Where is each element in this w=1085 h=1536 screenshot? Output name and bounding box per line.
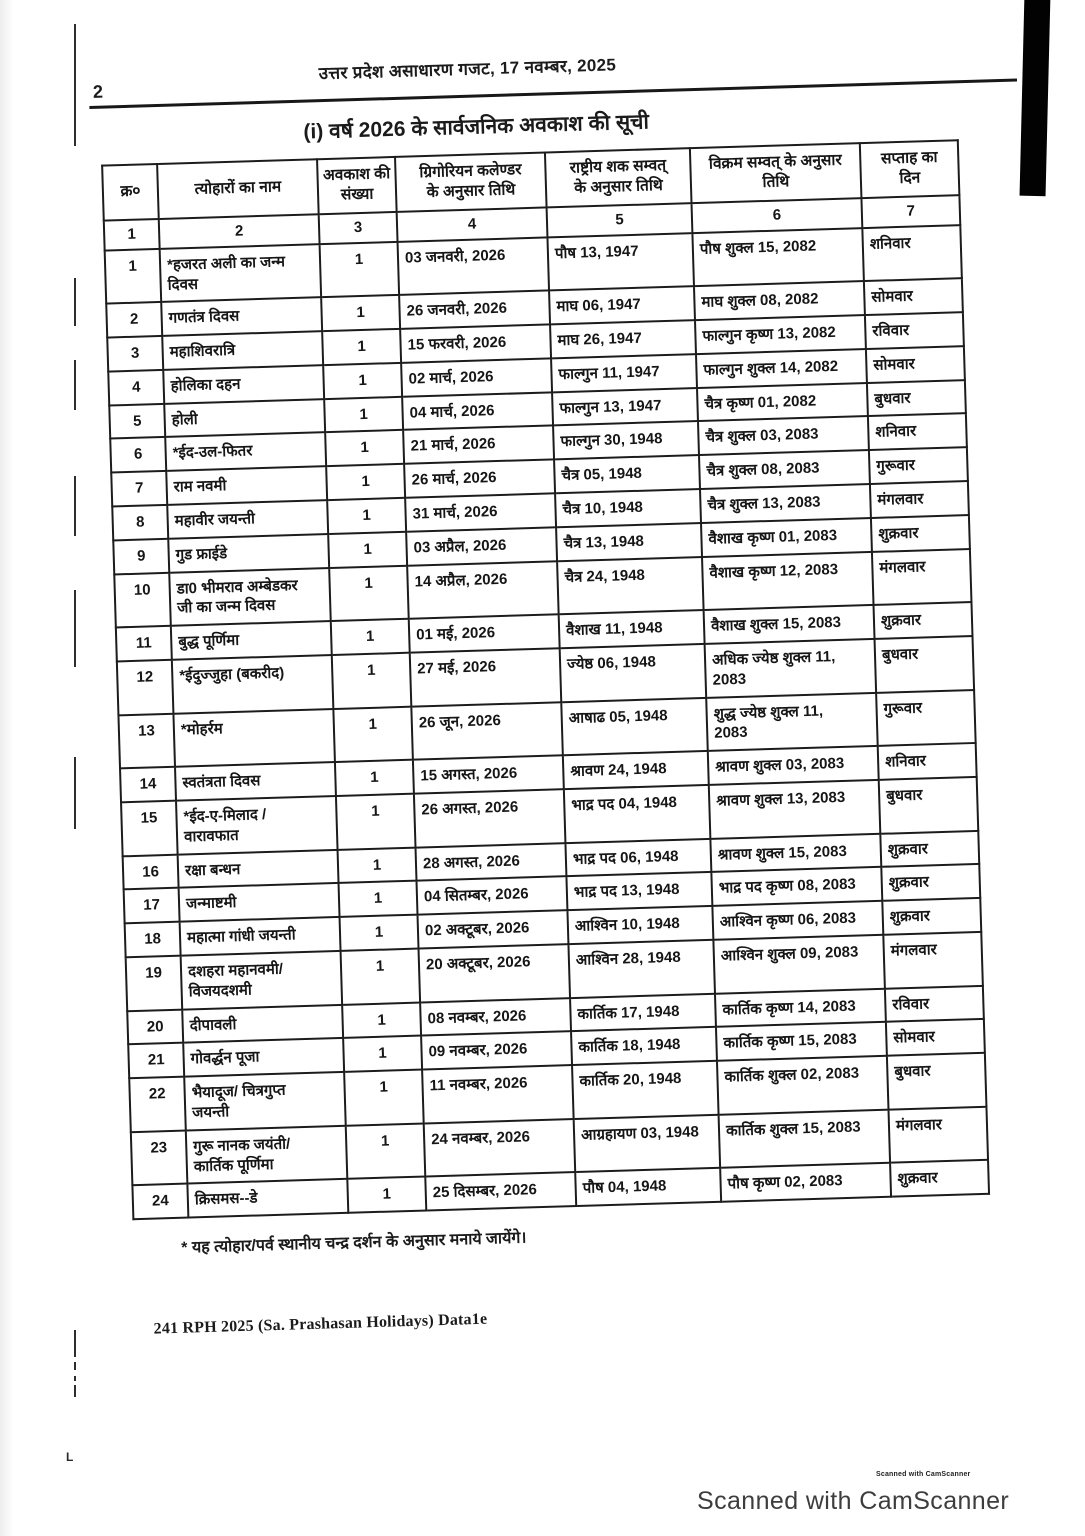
gregorian-date-cell: 02 अक्टूबर, 2026 bbox=[418, 910, 569, 948]
shaka-date-cell: पौष 04, 1948 bbox=[575, 1168, 721, 1206]
vikram-date-cell: वैशाख शुक्ल 15, 2083 bbox=[704, 605, 875, 644]
festival-name-cell: गोवर्द्धन पूजा bbox=[183, 1038, 344, 1077]
gregorian-date-cell: 26 अगस्त, 2026 bbox=[414, 789, 566, 847]
holiday-count-cell: 1 bbox=[342, 1002, 421, 1038]
weekday-cell: मंगलवार bbox=[870, 481, 969, 518]
gazette-title: उत्तर प्रदेश असाधारण गजट, 17 नवम्बर, 2025 bbox=[318, 55, 617, 84]
holiday-count-cell: 1 bbox=[346, 1123, 426, 1179]
holiday-table-body bbox=[105, 225, 989, 1219]
shaka-date-cell: भाद्र पद 06, 1948 bbox=[565, 839, 711, 877]
gregorian-date-cell: 27 मई, 2026 bbox=[410, 648, 562, 706]
festival-name-cell: राम नवमी bbox=[166, 466, 327, 505]
festival-name-cell: रक्षा बन्धन bbox=[178, 850, 339, 889]
gregorian-date-cell: 04 मार्च, 2026 bbox=[402, 392, 553, 430]
gregorian-date-cell: 15 अगस्त, 2026 bbox=[413, 755, 564, 793]
shaka-date-cell: पौष 13, 1947 bbox=[547, 233, 694, 291]
festival-name-cell: गुड फ्राईडे bbox=[168, 534, 329, 573]
holiday-count-cell: 1 bbox=[333, 706, 413, 762]
holiday-count-cell: 1 bbox=[343, 1036, 422, 1072]
vikram-date-cell: वैशाख कृष्ण 12, 2083 bbox=[702, 552, 874, 611]
camscanner-watermark-small: Scanned with CamScanner bbox=[876, 1471, 971, 1478]
vikram-date-cell: शुद्ध ज्येष्ठ शुक्ल 11, 2083 bbox=[706, 693, 878, 752]
shaka-date-cell: आग्रहायण 03, 1948 bbox=[574, 1115, 721, 1173]
holiday-count-cell: 1 bbox=[320, 242, 400, 298]
vikram-date-cell: वैशाख कृष्ण 01, 2083 bbox=[701, 518, 872, 557]
serial-cell: 6 bbox=[110, 437, 166, 472]
festival-name-cell: *ईदुज्जुहा (बकरीद) bbox=[172, 655, 334, 713]
vikram-date-cell: फाल्गुन शुक्ल 14, 2082 bbox=[696, 349, 867, 388]
weekday-cell: मंगलवार bbox=[872, 549, 972, 605]
holiday-count-cell: 1 bbox=[322, 329, 401, 365]
weekday-cell: शुक्रवार bbox=[881, 864, 980, 901]
serial-cell: 16 bbox=[123, 854, 179, 889]
serial-cell: 10 bbox=[114, 572, 171, 627]
gregorian-date-cell: 03 अप्रैल, 2026 bbox=[406, 527, 557, 565]
vikram-date-cell: कार्तिक शुक्ल 15, 2083 bbox=[719, 1110, 891, 1169]
shaka-date-cell: फाल्गुन 30, 1948 bbox=[553, 422, 699, 460]
vikram-date-cell: आश्विन कृष्ण 06, 2083 bbox=[712, 901, 883, 940]
header-festival-name: त्योहारों का नाम bbox=[157, 159, 319, 219]
festival-name-cell: महात्मा गांधी जयन्ती bbox=[180, 917, 341, 956]
serial-cell: 5 bbox=[109, 404, 165, 439]
holiday-count-cell: 1 bbox=[324, 397, 403, 433]
gregorian-date-cell: 24 नवम्बर, 2026 bbox=[424, 1119, 576, 1177]
serial-cell: 14 bbox=[120, 767, 176, 802]
shaka-date-cell: वैशाख 11, 1948 bbox=[559, 610, 705, 648]
holiday-count-cell: 1 bbox=[336, 794, 416, 850]
vikram-date-cell: श्रावण शुक्ल 15, 2083 bbox=[710, 833, 881, 872]
left-margin-line bbox=[74, 757, 76, 829]
gregorian-date-cell: 28 अगस्त, 2026 bbox=[415, 843, 566, 881]
left-margin-line bbox=[74, 360, 76, 410]
vikram-date-cell: चैत्र शुक्ल 08, 2083 bbox=[699, 450, 870, 489]
serial-cell: 23 bbox=[131, 1130, 188, 1185]
shaka-date-cell: आश्विन 28, 1948 bbox=[568, 940, 715, 998]
header-holiday-count: अवकाश की संख्या bbox=[317, 157, 397, 214]
festival-name-cell: दीपावली bbox=[182, 1005, 343, 1044]
shaka-date-cell: कार्तिक 17, 1948 bbox=[570, 993, 716, 1031]
vikram-date-cell: श्रावण शुक्ल 03, 2083 bbox=[708, 746, 879, 785]
weekday-cell: मंगलवार bbox=[883, 932, 983, 988]
holiday-count-cell: 1 bbox=[328, 532, 407, 568]
festival-name-cell: डा0 भीमराव अम्बेडकर जी का जन्म दिवस bbox=[169, 568, 331, 626]
festival-name-cell: *मोहर्रम bbox=[173, 709, 335, 767]
serial-cell: 13 bbox=[118, 713, 175, 768]
gregorian-date-cell: 14 अप्रैल, 2026 bbox=[407, 561, 559, 619]
vikram-date-cell: कार्तिक कृष्ण 15, 2083 bbox=[716, 1022, 887, 1061]
reference-code: 241 RPH 2025 (Sa. Prashasan Holidays) Data1e bbox=[153, 1310, 488, 1338]
shaka-date-cell: चैत्र 10, 1948 bbox=[555, 489, 701, 527]
vikram-date-cell: फाल्गुन कृष्ण 13, 2082 bbox=[695, 315, 866, 354]
vikram-date-cell: भाद्र पद कृष्ण 08, 2083 bbox=[711, 867, 882, 906]
festival-name-cell: होली bbox=[164, 399, 325, 438]
left-margin-line bbox=[74, 476, 76, 536]
shaka-date-cell: कार्तिक 18, 1948 bbox=[571, 1027, 717, 1065]
weekday-cell: बुधवार bbox=[887, 1053, 987, 1109]
weekday-cell: शनिवार bbox=[878, 743, 977, 780]
holiday-count-cell: 1 bbox=[338, 847, 417, 883]
weekday-cell: बुधवार bbox=[867, 380, 966, 417]
scan-edge-shade bbox=[0, 0, 14, 1536]
vikram-date-cell: माघ शुक्ल 08, 2082 bbox=[694, 281, 865, 320]
shaka-date-cell: चैत्र 24, 1948 bbox=[557, 557, 704, 615]
holiday-count-cell: 1 bbox=[341, 949, 421, 1005]
gregorian-date-cell: 26 मार्च, 2026 bbox=[404, 460, 555, 498]
gregorian-date-cell: 08 नवम्बर, 2026 bbox=[420, 998, 571, 1036]
vikram-date-cell: पौष कृष्ण 02, 2083 bbox=[720, 1163, 891, 1202]
vikram-date-cell: चैत्र शुक्ल 13, 2083 bbox=[700, 484, 871, 523]
shaka-date-cell: ज्येष्ठ 06, 1948 bbox=[560, 644, 707, 702]
left-margin-tick bbox=[74, 1376, 76, 1381]
column-number: 5 bbox=[547, 203, 693, 237]
holiday-count-cell: 1 bbox=[339, 881, 418, 917]
header-vikram-date: विक्रम सम्वत् के अनुसार तिथि bbox=[690, 143, 862, 203]
column-number: 2 bbox=[159, 214, 320, 249]
festival-name-cell: दशहरा महानवमी/ विजयदशमी bbox=[181, 951, 343, 1009]
weekday-cell: सोमवार bbox=[886, 1019, 985, 1056]
shaka-date-cell: माघ 26, 1947 bbox=[550, 320, 696, 358]
holiday-count-cell: 1 bbox=[323, 363, 402, 399]
gregorian-date-cell: 04 सितम्बर, 2026 bbox=[417, 877, 568, 915]
serial-cell: 22 bbox=[129, 1077, 186, 1132]
weekday-cell: शुक्रवार bbox=[874, 602, 973, 639]
festival-name-cell: बुद्ध पूर्णिमा bbox=[171, 621, 332, 660]
serial-cell: 19 bbox=[126, 956, 183, 1011]
holiday-count-cell: 1 bbox=[344, 1070, 424, 1126]
vikram-date-cell: श्रावण शुक्ल 13, 2083 bbox=[709, 780, 881, 839]
weekday-cell: बुधवार bbox=[879, 777, 979, 833]
holiday-count-cell: 1 bbox=[326, 464, 405, 500]
festival-name-cell: महावीर जयन्ती bbox=[167, 500, 328, 539]
weekday-cell: गुरूवार bbox=[876, 690, 976, 746]
footnote: * यह त्योहार/पर्व स्थानीय चन्द्र दर्शन के अनुसार मनाये जायेंगे। bbox=[181, 1229, 527, 1257]
shaka-date-cell: भाद्र पद 13, 1948 bbox=[566, 872, 712, 910]
left-margin-tick bbox=[74, 1385, 76, 1397]
festival-name-cell: *ईद-उल-फितर bbox=[165, 433, 326, 472]
gregorian-date-cell: 21 मार्च, 2026 bbox=[403, 426, 554, 464]
serial-cell: 8 bbox=[112, 505, 168, 540]
serial-cell: 7 bbox=[111, 471, 167, 506]
weekday-cell: शुक्रवार bbox=[880, 831, 979, 868]
serial-cell: 9 bbox=[113, 539, 169, 574]
weekday-cell: मंगलवार bbox=[888, 1107, 988, 1163]
vikram-date-cell: अधिक ज्येष्ठ शुक्ल 11, 2083 bbox=[705, 639, 877, 698]
holiday-count-cell: 1 bbox=[321, 295, 400, 331]
festival-name-cell: स्वतंत्रता दिवस bbox=[175, 762, 336, 801]
header-weekday: सप्ताह का दिन bbox=[860, 140, 960, 198]
column-number: 6 bbox=[692, 198, 863, 233]
gregorian-date-cell: 25 दिसम्बर, 2026 bbox=[425, 1172, 576, 1210]
left-margin-line bbox=[74, 278, 76, 326]
scan-artifact-bar bbox=[1020, 0, 1051, 196]
serial-cell: 18 bbox=[125, 922, 181, 957]
holiday-count-cell: 1 bbox=[325, 430, 404, 466]
column-number: 4 bbox=[397, 207, 548, 241]
serial-cell: 20 bbox=[127, 1009, 183, 1044]
vikram-date-cell: चैत्र कृष्ण 01, 2082 bbox=[697, 383, 868, 422]
shaka-date-cell: फाल्गुन 11, 1947 bbox=[551, 354, 697, 392]
weekday-cell: शनिवार bbox=[868, 414, 967, 451]
margin-mark: L bbox=[66, 1450, 74, 1464]
gregorian-date-cell: 11 नवम्बर, 2026 bbox=[422, 1065, 574, 1123]
camscanner-watermark-large: Scanned with CamScanner bbox=[697, 1487, 1010, 1515]
serial-cell: 21 bbox=[128, 1043, 184, 1078]
festival-name-cell: गुरू नानक जयंती/ कार्तिक पूर्णिमा bbox=[186, 1126, 348, 1184]
weekday-cell: शनिवार bbox=[862, 225, 962, 281]
gregorian-date-cell: 03 जनवरी, 2026 bbox=[398, 237, 550, 295]
festival-name-cell: गणतंत्र दिवस bbox=[161, 297, 322, 336]
left-margin-line bbox=[74, 1330, 76, 1357]
left-margin-line bbox=[74, 590, 76, 667]
serial-cell: 12 bbox=[117, 660, 174, 715]
vikram-date-cell: चैत्र शुक्ल 03, 2083 bbox=[698, 417, 869, 456]
gregorian-date-cell: 01 मई, 2026 bbox=[409, 615, 560, 653]
column-number: 7 bbox=[861, 195, 960, 228]
shaka-date-cell: श्रावण 24, 1948 bbox=[563, 751, 709, 789]
gregorian-date-cell: 26 जून, 2026 bbox=[411, 702, 563, 760]
vikram-date-cell: कार्तिक शुक्ल 02, 2083 bbox=[717, 1056, 889, 1115]
left-margin-tick bbox=[74, 1362, 76, 1370]
holiday-count-cell: 1 bbox=[329, 565, 409, 621]
page-number: 2 bbox=[92, 81, 104, 102]
weekday-cell: शुक्रवार bbox=[882, 898, 981, 935]
document-title: (i) वर्ष 2026 के सार्वजनिक अवकाश की सूची bbox=[303, 110, 650, 144]
serial-cell: 3 bbox=[107, 336, 163, 371]
serial-cell: 15 bbox=[121, 801, 178, 856]
holiday-count-cell: 1 bbox=[331, 619, 410, 655]
festival-name-cell: *ईद-ए-मिलाद / वारावफात bbox=[176, 796, 338, 854]
serial-cell: 1 bbox=[105, 249, 162, 304]
serial-cell: 17 bbox=[124, 888, 180, 923]
gregorian-date-cell: 20 अक्टूबर, 2026 bbox=[419, 944, 571, 1002]
weekday-cell: सोमवार bbox=[866, 346, 965, 383]
festival-name-cell: क्रिसमस--डे bbox=[187, 1179, 348, 1218]
gregorian-date-cell: 15 फरवरी, 2026 bbox=[400, 325, 551, 363]
weekday-cell: शुक्रवार bbox=[871, 515, 970, 552]
shaka-date-cell: माघ 06, 1947 bbox=[549, 286, 695, 324]
shaka-date-cell: भाद्र पद 04, 1948 bbox=[564, 785, 711, 843]
festival-name-cell: होलिका दहन bbox=[163, 365, 324, 404]
weekday-cell: गुरूवार bbox=[869, 447, 968, 484]
holiday-count-cell: 1 bbox=[347, 1177, 426, 1213]
holiday-table bbox=[101, 139, 990, 1220]
holiday-count-cell: 1 bbox=[340, 915, 419, 951]
gregorian-date-cell: 26 जनवरी, 2026 bbox=[399, 291, 550, 329]
shaka-date-cell: कार्तिक 20, 1948 bbox=[572, 1061, 719, 1119]
vikram-date-cell: कार्तिक कृष्ण 14, 2083 bbox=[715, 988, 886, 1027]
weekday-cell: शुक्रवार bbox=[890, 1160, 989, 1197]
festival-name-cell: भैयादूज/ चित्रगुप्त जयन्ती bbox=[184, 1072, 346, 1130]
column-number: 1 bbox=[104, 219, 160, 250]
holiday-count-cell: 1 bbox=[335, 760, 414, 796]
column-number: 3 bbox=[319, 212, 398, 244]
gregorian-date-cell: 09 नवम्बर, 2026 bbox=[421, 1032, 572, 1070]
header-serial: क्र० bbox=[102, 164, 159, 221]
weekday-cell: सोमवार bbox=[864, 278, 963, 315]
serial-cell: 2 bbox=[106, 302, 162, 337]
serial-cell: 11 bbox=[116, 626, 172, 661]
shaka-date-cell: चैत्र 05, 1948 bbox=[554, 455, 700, 493]
vikram-date-cell: आश्विन शुक्ल 09, 2083 bbox=[713, 935, 885, 994]
festival-name-cell: *हजरत अली का जन्म दिवस bbox=[160, 244, 322, 302]
serial-cell: 24 bbox=[132, 1184, 188, 1219]
header-gregorian-date: ग्रिगोरियन कलेण्डर के अनुसार तिथि bbox=[395, 152, 547, 211]
document-content bbox=[88, 32, 1054, 1339]
header-shaka-date: राष्ट्रीय शक सम्वत् के अनुसार तिथि bbox=[545, 148, 692, 207]
gregorian-date-cell: 31 मार्च, 2026 bbox=[405, 493, 556, 531]
holiday-count-cell: 1 bbox=[332, 653, 412, 709]
weekday-cell: रविवार bbox=[885, 985, 984, 1022]
gregorian-date-cell: 02 मार्च, 2026 bbox=[401, 358, 552, 396]
weekday-cell: बुधवार bbox=[875, 636, 975, 692]
shaka-date-cell: आश्विन 10, 1948 bbox=[567, 906, 713, 944]
shaka-date-cell: आषाढ 05, 1948 bbox=[561, 698, 708, 756]
holiday-count-cell: 1 bbox=[327, 498, 406, 534]
festival-name-cell: महाशिवरात्रि bbox=[162, 331, 323, 370]
festival-name-cell: जन्माष्टमी bbox=[179, 883, 340, 922]
weekday-cell: रविवार bbox=[865, 312, 964, 349]
shaka-date-cell: चैत्र 13, 1948 bbox=[556, 523, 702, 561]
vikram-date-cell: पौष शुक्ल 15, 2082 bbox=[692, 228, 864, 287]
gazette-header bbox=[88, 32, 1017, 109]
shaka-date-cell: फाल्गुन 13, 1947 bbox=[552, 388, 698, 426]
serial-cell: 4 bbox=[108, 370, 164, 405]
